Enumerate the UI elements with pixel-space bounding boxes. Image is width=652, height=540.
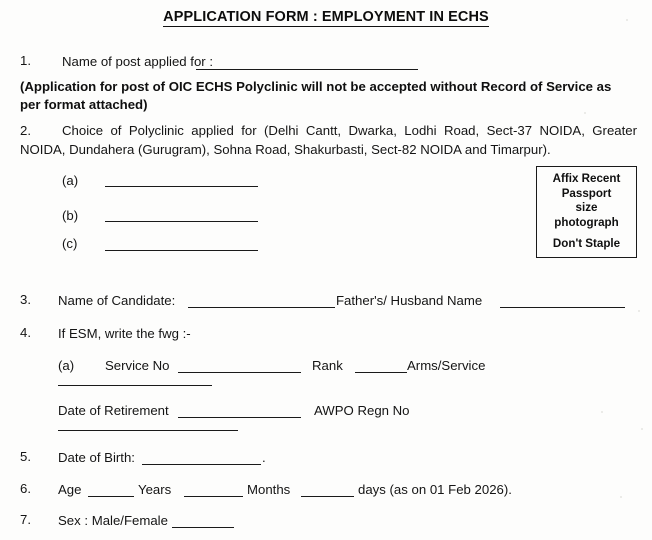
item-4-number: 4.: [20, 325, 31, 340]
item-3-label: Name of Candidate:: [58, 293, 176, 308]
photo-box-line-5: Don't Staple: [552, 237, 621, 251]
item-7-number: 7.: [20, 512, 31, 527]
item-1-label: Name of post applied for :: [62, 54, 214, 69]
photo-box-line-1: Affix Recent: [552, 172, 621, 186]
item-2-choice-c-marker: (c): [62, 236, 78, 251]
item-2-text: Choice of Polyclinic applied for (Delhi Cantt, Dwarka, Lodhi Road, Sect-37 NOIDA, Greater NOIDA, Dundahera (Gurugram), Sohna Road, Shakurbasti, Sect-82 NOIDA and Timarpur).: [20, 123, 637, 157]
item-6-years-blank[interactable]: [184, 496, 243, 497]
scan-speck: [641, 428, 643, 430]
item-4a-service-no-blank[interactable]: [178, 372, 301, 373]
item-5-label: Date of Birth:: [58, 450, 135, 465]
item-1-post-blank[interactable]: [196, 69, 418, 70]
item-4a-marker: (a): [58, 358, 75, 373]
item-6-age-blank[interactable]: [88, 496, 134, 497]
item-4-retirement-label: Date of Retirement: [58, 403, 169, 418]
item-7-sex-blank[interactable]: [172, 527, 234, 528]
item-2-choice-a-blank[interactable]: [105, 186, 258, 187]
photo-box-line-3: size: [575, 201, 598, 215]
item-5-trailing-punctuation: .: [262, 450, 266, 465]
page-title-text: APPLICATION FORM : EMPLOYMENT IN ECHS: [163, 9, 489, 25]
item-1-number: 1.: [20, 53, 31, 68]
item-4a-rank-label: Rank: [312, 358, 343, 373]
item-2-choice-b-blank[interactable]: [105, 221, 258, 222]
item-2-choice-a-marker: (a): [62, 173, 79, 188]
item-4a-arms-service-label: Arms/Service: [407, 358, 486, 373]
page-title: [0, 9, 652, 25]
item-5-dob-blank[interactable]: [142, 464, 261, 465]
scan-speck: [620, 496, 622, 498]
item-3-candidate-name-blank[interactable]: [188, 307, 335, 308]
photo-box-line-4: photograph: [554, 215, 619, 229]
item-4-awpo-label: AWPO Regn No: [314, 403, 410, 418]
item-6-months-blank[interactable]: [301, 496, 354, 497]
item-4-retirement-blank[interactable]: [178, 417, 301, 418]
item-3-father-husband-blank[interactable]: [500, 307, 625, 308]
item-2-paragraph: [20, 122, 637, 159]
item-6-age-label: Age: [58, 482, 82, 497]
item-6-months-label: Months: [247, 482, 291, 497]
item-3-number: 3.: [20, 292, 31, 307]
item-2-number: 2.: [20, 123, 31, 138]
item-2-choice-b-marker: (b): [62, 208, 79, 223]
item-4a-service-no-label: Service No: [105, 358, 170, 373]
photo-box-line-2: Passport: [561, 186, 612, 200]
item-6-days-label: days (as on 01 Feb 2026).: [358, 482, 512, 497]
item-2-choice-c-blank[interactable]: [105, 250, 258, 251]
item-6-number: 6.: [20, 481, 31, 496]
item-3-father-husband-label: Father's/ Husband Name: [336, 293, 483, 308]
item-1-note: (Application for post of OIC ECHS Polyclinic will not be accepted without Record of Service as per format attached): [20, 79, 612, 112]
scan-speck: [584, 112, 586, 114]
item-4a-rank-blank[interactable]: [355, 372, 407, 373]
scan-speck: [626, 19, 628, 21]
item-4a-continuation-blank[interactable]: [58, 385, 212, 386]
item-4-label: If ESM, write the fwg :-: [58, 326, 191, 341]
scan-speck: [638, 310, 640, 312]
scan-speck: [601, 411, 603, 413]
affix-photograph-box: [536, 166, 637, 258]
item-7-label: Sex : Male/Female: [58, 513, 168, 528]
item-5-number: 5.: [20, 449, 31, 464]
item-4-awpo-continuation-blank[interactable]: [58, 430, 238, 431]
item-6-years-label: Years: [138, 482, 172, 497]
